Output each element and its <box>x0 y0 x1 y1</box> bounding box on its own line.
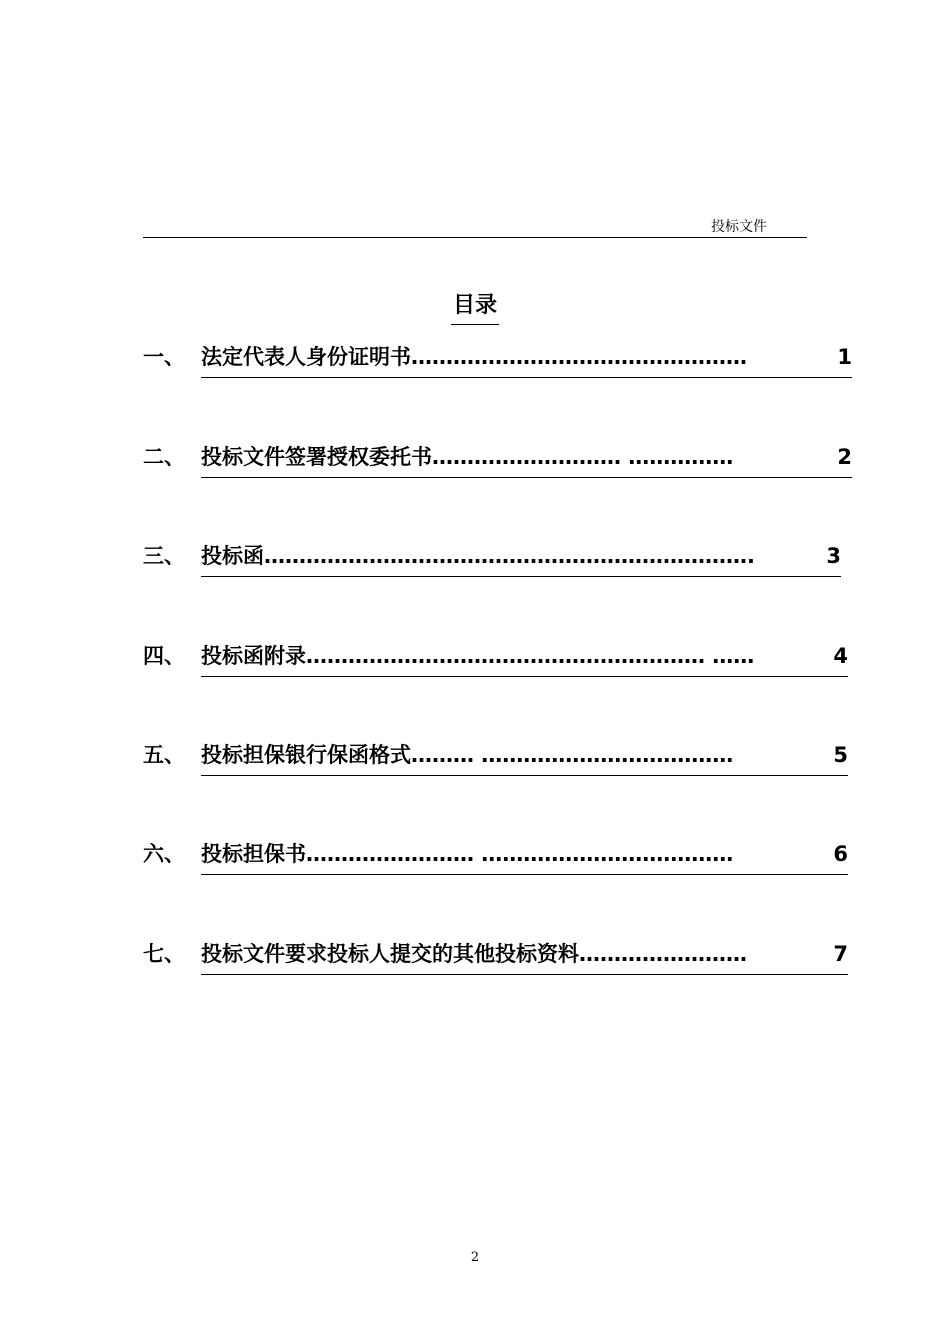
toc-entry-line <box>201 443 852 478</box>
toc-entry-page: 2 <box>837 445 852 469</box>
toc-entry-number: 六、 <box>143 842 185 866</box>
toc-entry-line <box>201 741 848 776</box>
toc-entry-number: 一、 <box>143 345 185 369</box>
toc-entry-line <box>201 940 848 975</box>
toc-entry-number: 三、 <box>143 544 185 568</box>
toc-entry-text: 投标函附录………………………………………………… …… <box>201 644 755 668</box>
toc-entry-text: 投标文件要求投标人提交的其他投标资料…………………… <box>201 942 747 966</box>
toc-title-text: 目录 <box>451 290 499 325</box>
toc-entry-page: 3 <box>826 544 841 568</box>
toc-entry-text: 投标担保银行保函格式……… ……………………………… <box>201 743 734 767</box>
toc-entry-text: 投标函……………………………………………………………. <box>201 544 755 568</box>
toc-entry-text: 法定代表人身份证明书………………………………………… <box>201 345 747 369</box>
toc-entry-line <box>201 642 848 677</box>
toc-entry-page: 6 <box>833 842 848 866</box>
page-number: 2 <box>470 1250 480 1265</box>
toc-entry-text: 投标文件签署授权委托书……………………… …………… <box>201 445 734 469</box>
toc-entry-line <box>201 542 841 577</box>
toc-entry-page: 1 <box>837 345 852 369</box>
toc-entry-line <box>201 840 848 875</box>
toc-entry-number: 五、 <box>143 743 185 767</box>
toc-title <box>0 290 950 325</box>
header-rule <box>143 237 807 238</box>
toc-entry-page: 5 <box>833 743 848 767</box>
toc-entry-page: 4 <box>833 644 848 668</box>
toc-entry-page: 7 <box>833 942 848 966</box>
toc-entry-text: 投标担保书…………………… ……………………………… <box>201 842 734 866</box>
running-header-title: 投标文件 <box>711 219 767 235</box>
toc-entry-line <box>201 343 852 378</box>
toc-entry-number: 七、 <box>143 942 185 966</box>
toc-entry-number: 四、 <box>143 644 185 668</box>
toc-entry-number: 二、 <box>143 445 185 469</box>
